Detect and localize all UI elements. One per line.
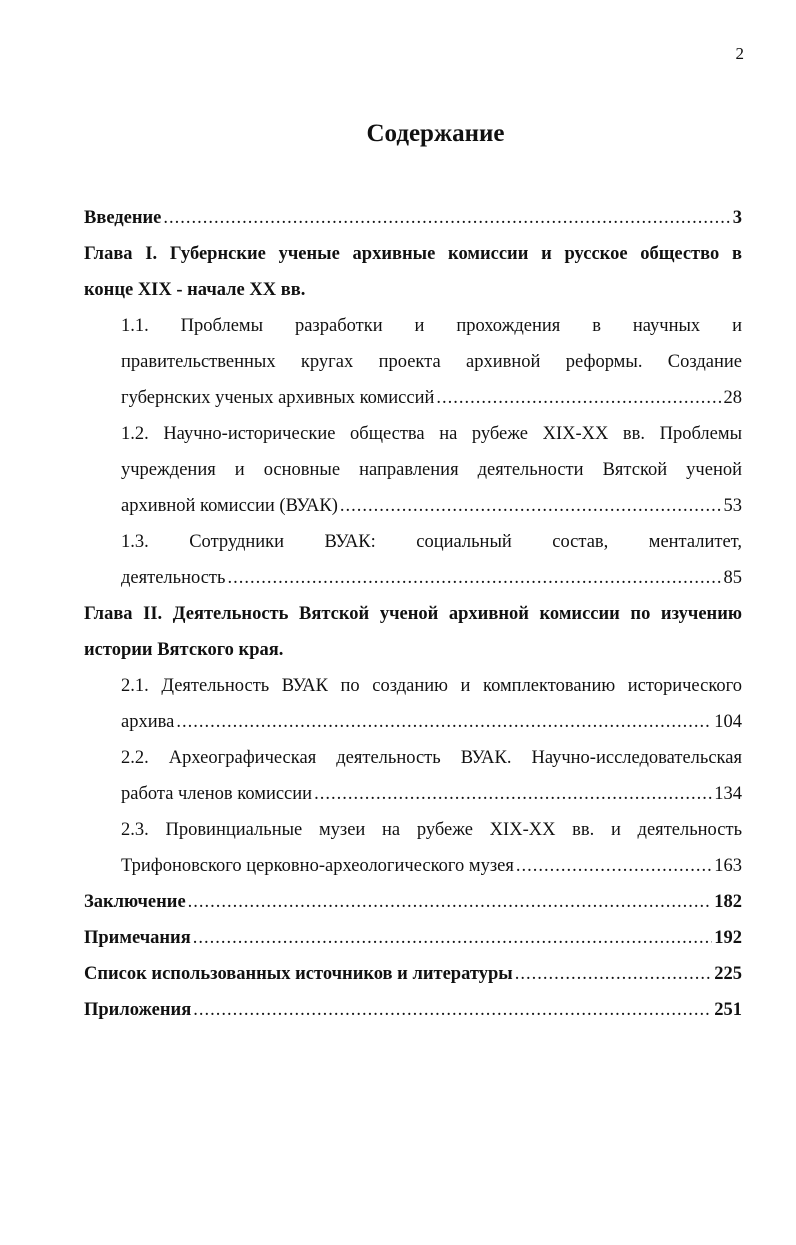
section-1-2-line-2: учреждения и основные направления деятельности Вятской ученой [121,460,742,480]
dot-leader [193,920,713,956]
toc-page-number: 251 [714,1000,742,1020]
section-2-1-line-1: 2.1. Деятельность ВУАК по созданию и комплектованию исторического [121,676,742,696]
toc-entry-notes[interactable] [84,920,742,956]
toc-section-1-2[interactable] [84,416,742,524]
toc-entry-intro[interactable] [84,200,742,236]
dot-leader [436,380,721,416]
section-1-3-line-2: деятельность [121,568,226,588]
toc-page-number: 134 [714,784,742,804]
chapter-2-title-line-2: истории Вятского края. [84,640,284,660]
section-1-1-line-2: правительственных кругах проекта архивной реформы. Создание [121,352,742,372]
dot-leader [515,956,713,992]
section-2-3-line-1: 2.3. Провинциальные музеи на рубеже XIX-XX вв. и деятельность [121,820,742,840]
toc-section-1-1[interactable] [84,308,742,416]
toc-page-number: 192 [714,928,742,948]
toc-page-number: 104 [714,712,742,732]
section-1-1-line-1: 1.1. Проблемы разработки и прохождения в научных и [121,316,742,336]
section-1-2-line-3: архивной комиссии (ВУАК) [121,496,338,516]
section-2-1-line-2: архива [121,712,175,732]
section-2-3-line-2: Трифоновского церковно-археологического музея [121,856,514,876]
section-1-1-line-3: губернских ученых архивных комиссий [121,388,435,408]
toc-entry-label: Примечания [84,928,191,948]
dot-leader [176,704,712,740]
chapter-2-title-line-1: Глава II. Деятельность Вятской ученой архивной комиссии по изучению [84,604,742,624]
page-number: 2 [735,44,744,63]
dot-leader [516,848,712,884]
toc-entry-conclusion[interactable] [84,884,742,920]
toc-section-1-3[interactable] [84,524,742,596]
dot-leader [340,488,722,524]
toc-page-number: 182 [714,892,742,912]
toc-entry-sources[interactable] [84,956,742,992]
toc-page-number: 225 [714,964,742,984]
chapter-1-title-line-1: Глава I. Губернские ученые архивные комиссии и русское общество в [84,244,742,264]
toc-chapter-2[interactable] [84,596,742,668]
dot-leader [188,884,713,920]
toc-section-2-1[interactable] [84,668,742,740]
toc-section-2-3[interactable] [84,812,742,884]
section-2-2-line-2: работа членов комиссии [121,784,313,804]
dot-leader [314,776,712,812]
toc-page-number: 3 [732,208,742,228]
toc-page-number: 85 [723,568,742,588]
toc-entry-label: Введение [84,208,162,228]
dot-leader [163,200,730,236]
dot-leader [193,992,712,1028]
toc-chapter-1[interactable] [84,236,742,308]
table-of-contents [84,200,742,1028]
chapter-1-title-line-2: конце XIX - начале XX вв. [84,280,306,300]
dot-leader [227,560,721,596]
toc-entry-appendix[interactable] [84,992,742,1028]
section-2-2-line-1: 2.2. Археографическая деятельность ВУАК. Научно-исследовательская [121,748,742,768]
toc-entry-label: Заключение [84,892,186,912]
toc-page-number: 28 [723,388,742,408]
toc-section-2-2[interactable] [84,740,742,812]
toc-page-number: 53 [723,496,742,516]
toc-entry-label: Приложения [84,1000,192,1020]
section-1-3-line-1: 1.3. Сотрудники ВУАК: социальный состав, менталитет, [121,532,742,552]
toc-page-number: 163 [714,856,742,876]
section-1-2-line-1: 1.2. Научно-исторические общества на рубеже XIX-XX вв. Проблемы [121,424,742,444]
page-title: Содержание [366,120,505,147]
toc-entry-label: Список использованных источников и литературы [84,964,513,984]
